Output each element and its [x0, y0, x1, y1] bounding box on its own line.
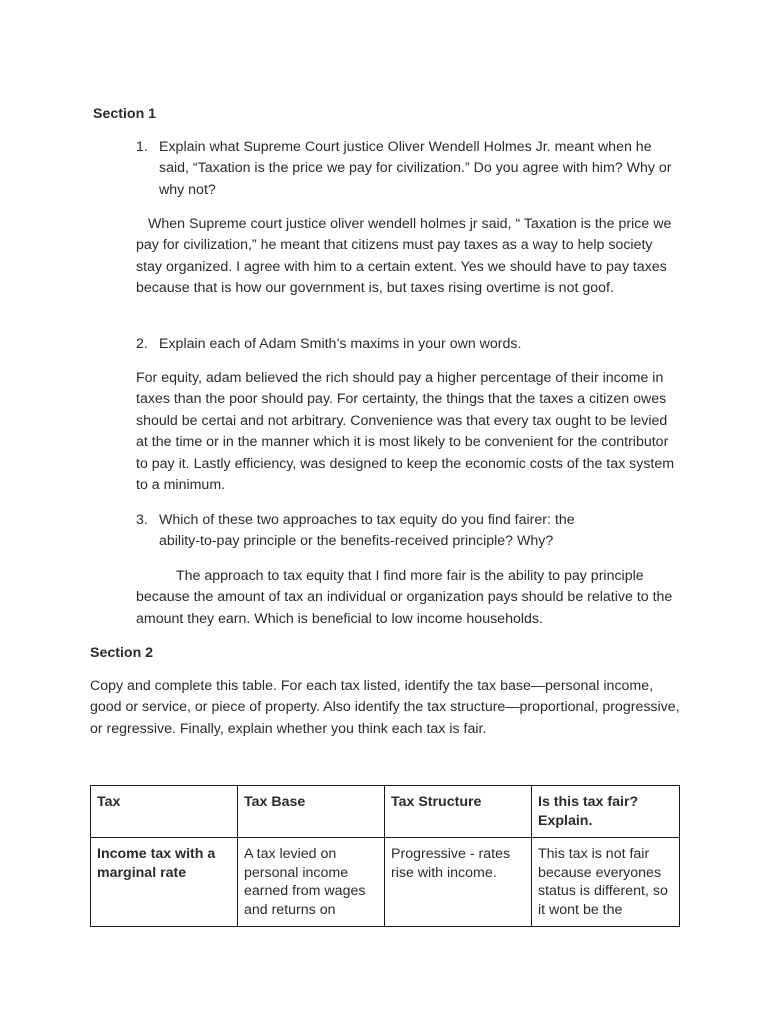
cell-tax-structure: [385, 838, 532, 927]
section-2-instructions: Copy and complete this table. For each tax listed, identify the tax base—personal income, good or service, or piece of property. Also identify the tax structure—proportional, progressive, or regressive. Finally, explain whether you think each tax is fair.: [90, 678, 680, 737]
answer-3: The approach to tax equity that I find more fair is the ability to pay principle because the amount of tax an individual or organization pays should be relative to the amount they earn. Which is beneficial to low income households.: [136, 568, 673, 627]
question-1: [136, 137, 676, 201]
cell-is-fair: [532, 838, 680, 927]
cell-tax-base-text: A tax levied on personal income earned from wages and returns on: [244, 846, 366, 918]
answer-2: For equity, adam believed the rich should pay a higher percentage of their income in taxes than the poor should pay. For certainty, the things that the taxes a citizen owes should be certai and not arbitrary. Convenience was that every tax ought to be levied at the time or in the manner which it is most likely to be convenient for the contributor to pay it. Lastly efficiency, was designed to keep the economic costs of the tax system to a minimum.: [136, 370, 675, 494]
cell-is-fair-text: This tax is not fair because everyones status is different, so it wont be the: [538, 846, 668, 918]
tax-table: [90, 785, 680, 927]
question-1-number: 1.: [136, 139, 148, 155]
question-2-text: Explain each of Adam Smith’s maxims in your own words.: [159, 336, 522, 352]
question-3-number: 3.: [136, 512, 148, 528]
answer-1: When Supreme court justice oliver wendell holmes jr said, “ Taxation is the price we pay for civilization,” he meant that citizens must pay taxes as a way to help society stay organized. I agree with him to a certain extent. Yes we should have to pay taxes because that is how our government is, but taxes rising overtime is not goof.: [136, 216, 672, 297]
table-row: [91, 838, 680, 927]
section-2-title: Section 2: [90, 645, 154, 661]
question-3-text: Which of these two approaches to tax equity do you find fairer: the ability-to-pay principle or the benefits-received principle? Why?: [159, 512, 575, 550]
table-header-row: [91, 786, 680, 838]
question-2: [136, 334, 676, 355]
header-tax-structure: Tax Structure: [385, 786, 532, 838]
question-3: [136, 510, 616, 553]
cell-tax-text: Income tax with a marginal rate: [97, 846, 216, 881]
section-1-title: Section 1: [93, 106, 157, 122]
question-2-number: 2.: [136, 336, 148, 352]
header-is-fair: Is this tax fair? Explain.: [532, 786, 680, 838]
header-tax: Tax: [91, 786, 238, 838]
header-tax-base: Tax Base: [238, 786, 385, 838]
cell-tax-base: [238, 838, 385, 927]
question-1-text: Explain what Supreme Court justice Oliver Wendell Holmes Jr. meant when he said, “Taxation is the price we pay for civilization.” Do you agree with him? Why or why not?: [159, 139, 672, 198]
cell-tax-structure-text: Progressive - rates rise with income.: [391, 846, 511, 881]
cell-tax: [91, 838, 238, 927]
